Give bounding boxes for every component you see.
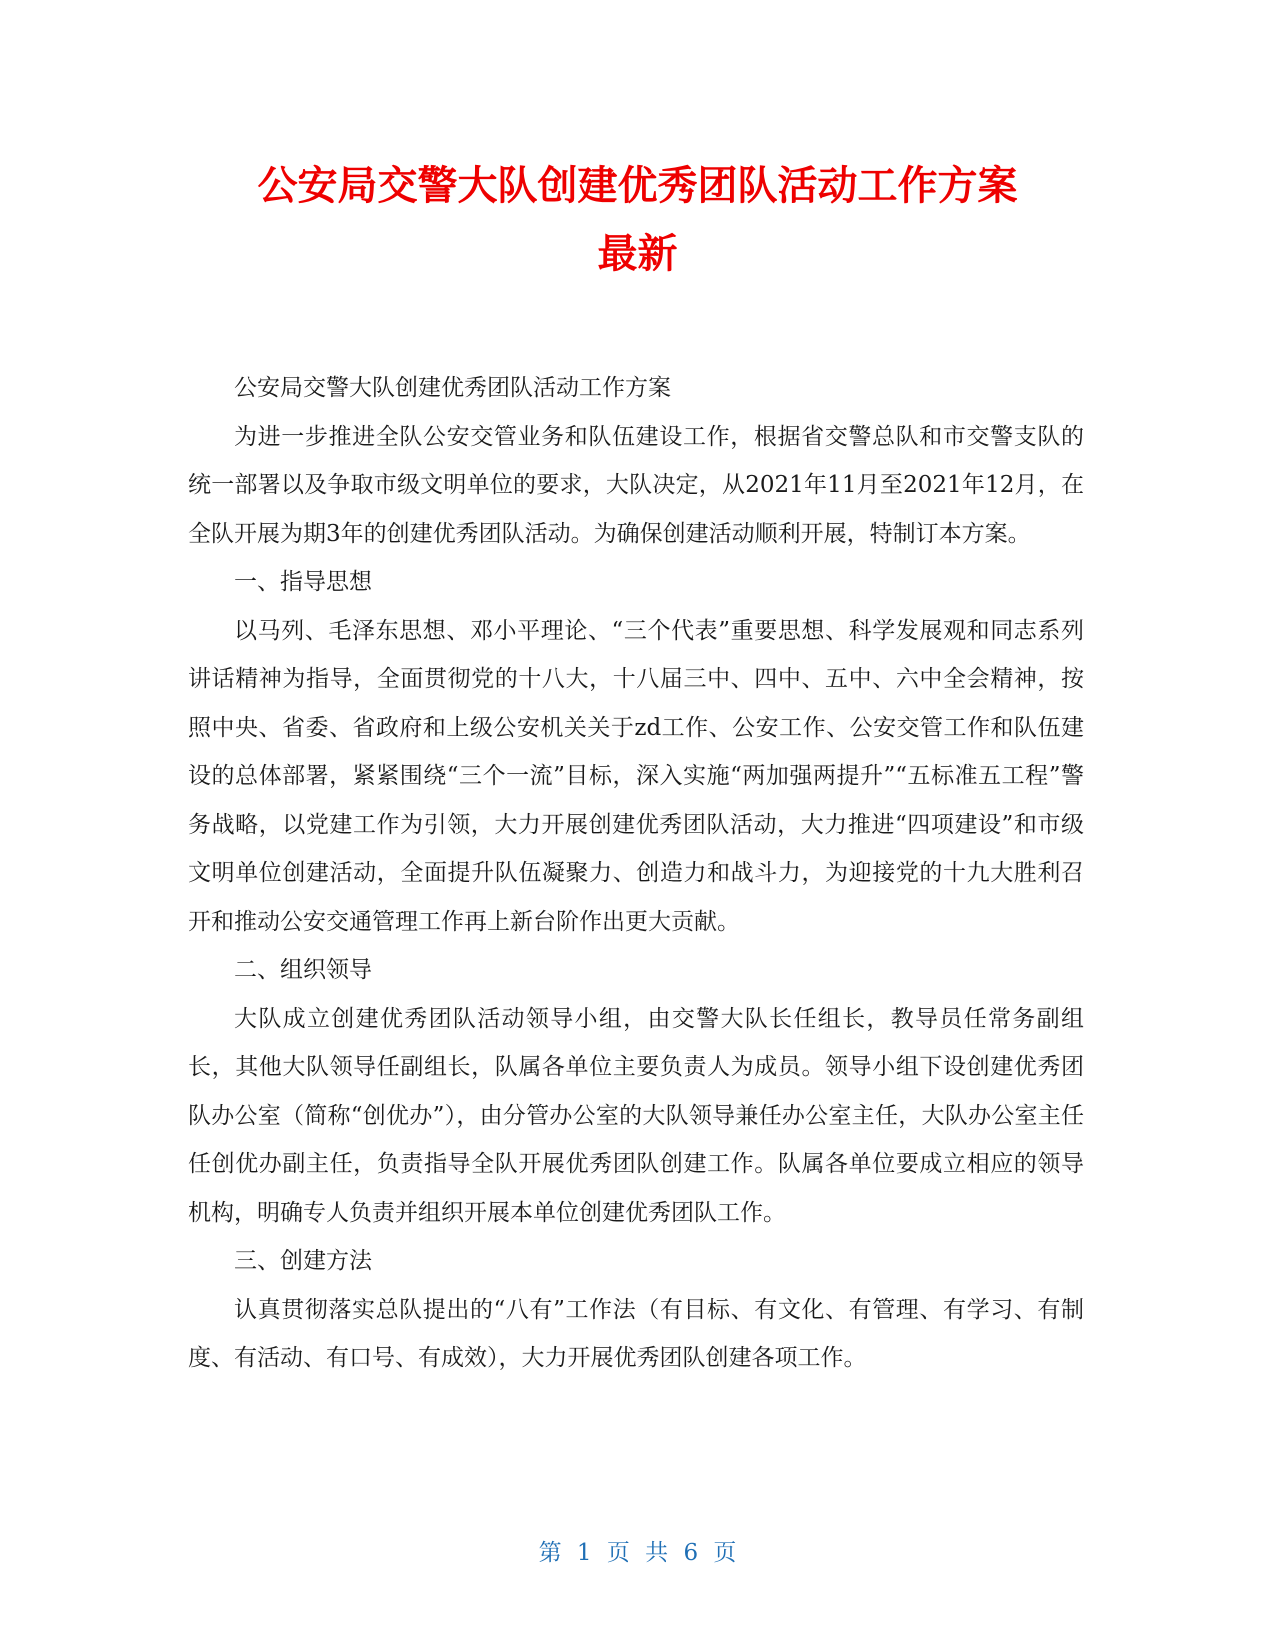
document-title-line-1: 公安局交警大队创建优秀团队活动工作方案 — [257, 163, 1018, 209]
section-heading-methods: 三、创建方法 — [234, 1248, 372, 1274]
paragraph-intro: 为进一步推进全队公安交管业务和队伍建设工作，根据省交警总队和市交警支队的统一部署以及争取市级文明单位的要求，大队决定，从2021年11月至2021年12月，在全队开展为期3年的创建优秀团队活动。为确保创建活动顺利开展，特制订本方案。 — [188, 423, 1084, 547]
document-title — [150, 152, 1125, 288]
paragraph-leadership: 大队成立创建优秀团队活动领导小组，由交警大队长任组长，教导员任常务副组长，其他大队领导任副组长，队属各单位主要负责人为成员。领导小组下设创建优秀团队办公室（简称“创优办”），由分管办公室的大队领导兼任办公室主任，大队办公室主任任创优办副主任，负责指导全队开展优秀团队创建工作。队属各单位要成立相应的领导机构，明确专人负责并组织开展本单位创建优秀团队工作。 — [188, 1005, 1084, 1226]
page-number-footer: 第 1 页 共 6 页 — [538, 1540, 737, 1566]
document-body — [188, 364, 1084, 1383]
paragraph-guiding-ideology: 以马列、毛泽东思想、邓小平理论、“三个代表”重要思想、科学发展观和同志系列讲话精神为指导，全面贯彻党的十八大，十八届三中、四中、五中、六中全会精神，按照中央、省委、省政府和上级公安机关关于zd工作、公安工作、公安交管工作和队伍建设的总体部署，紧紧围绕“三个一流”目标，深入实施“两加强两提升”“五标准五工程”警务战略，以党建工作为引领，大力开展创建优秀团队活动，大力推进“四项建设”和市级文明单位创建活动，全面提升队伍凝聚力、创造力和战斗力，为迎接党的十九大胜利召开和推动公安交通管理工作再上新台阶作出更大贡献。 — [188, 617, 1084, 935]
document-title-line-2: 最新 — [597, 231, 678, 277]
paragraph-methods: 认真贯彻落实总队提出的“八有”工作法（有目标、有文化、有管理、有学习、有制度、有活动、有口号、有成效），大力开展优秀团队创建各项工作。 — [188, 1296, 1084, 1371]
paragraph-subtitle: 公安局交警大队创建优秀团队活动工作方案 — [234, 375, 671, 401]
section-heading-guiding-ideology: 一、指导思想 — [234, 569, 372, 595]
section-heading-leadership: 二、组织领导 — [234, 957, 372, 983]
